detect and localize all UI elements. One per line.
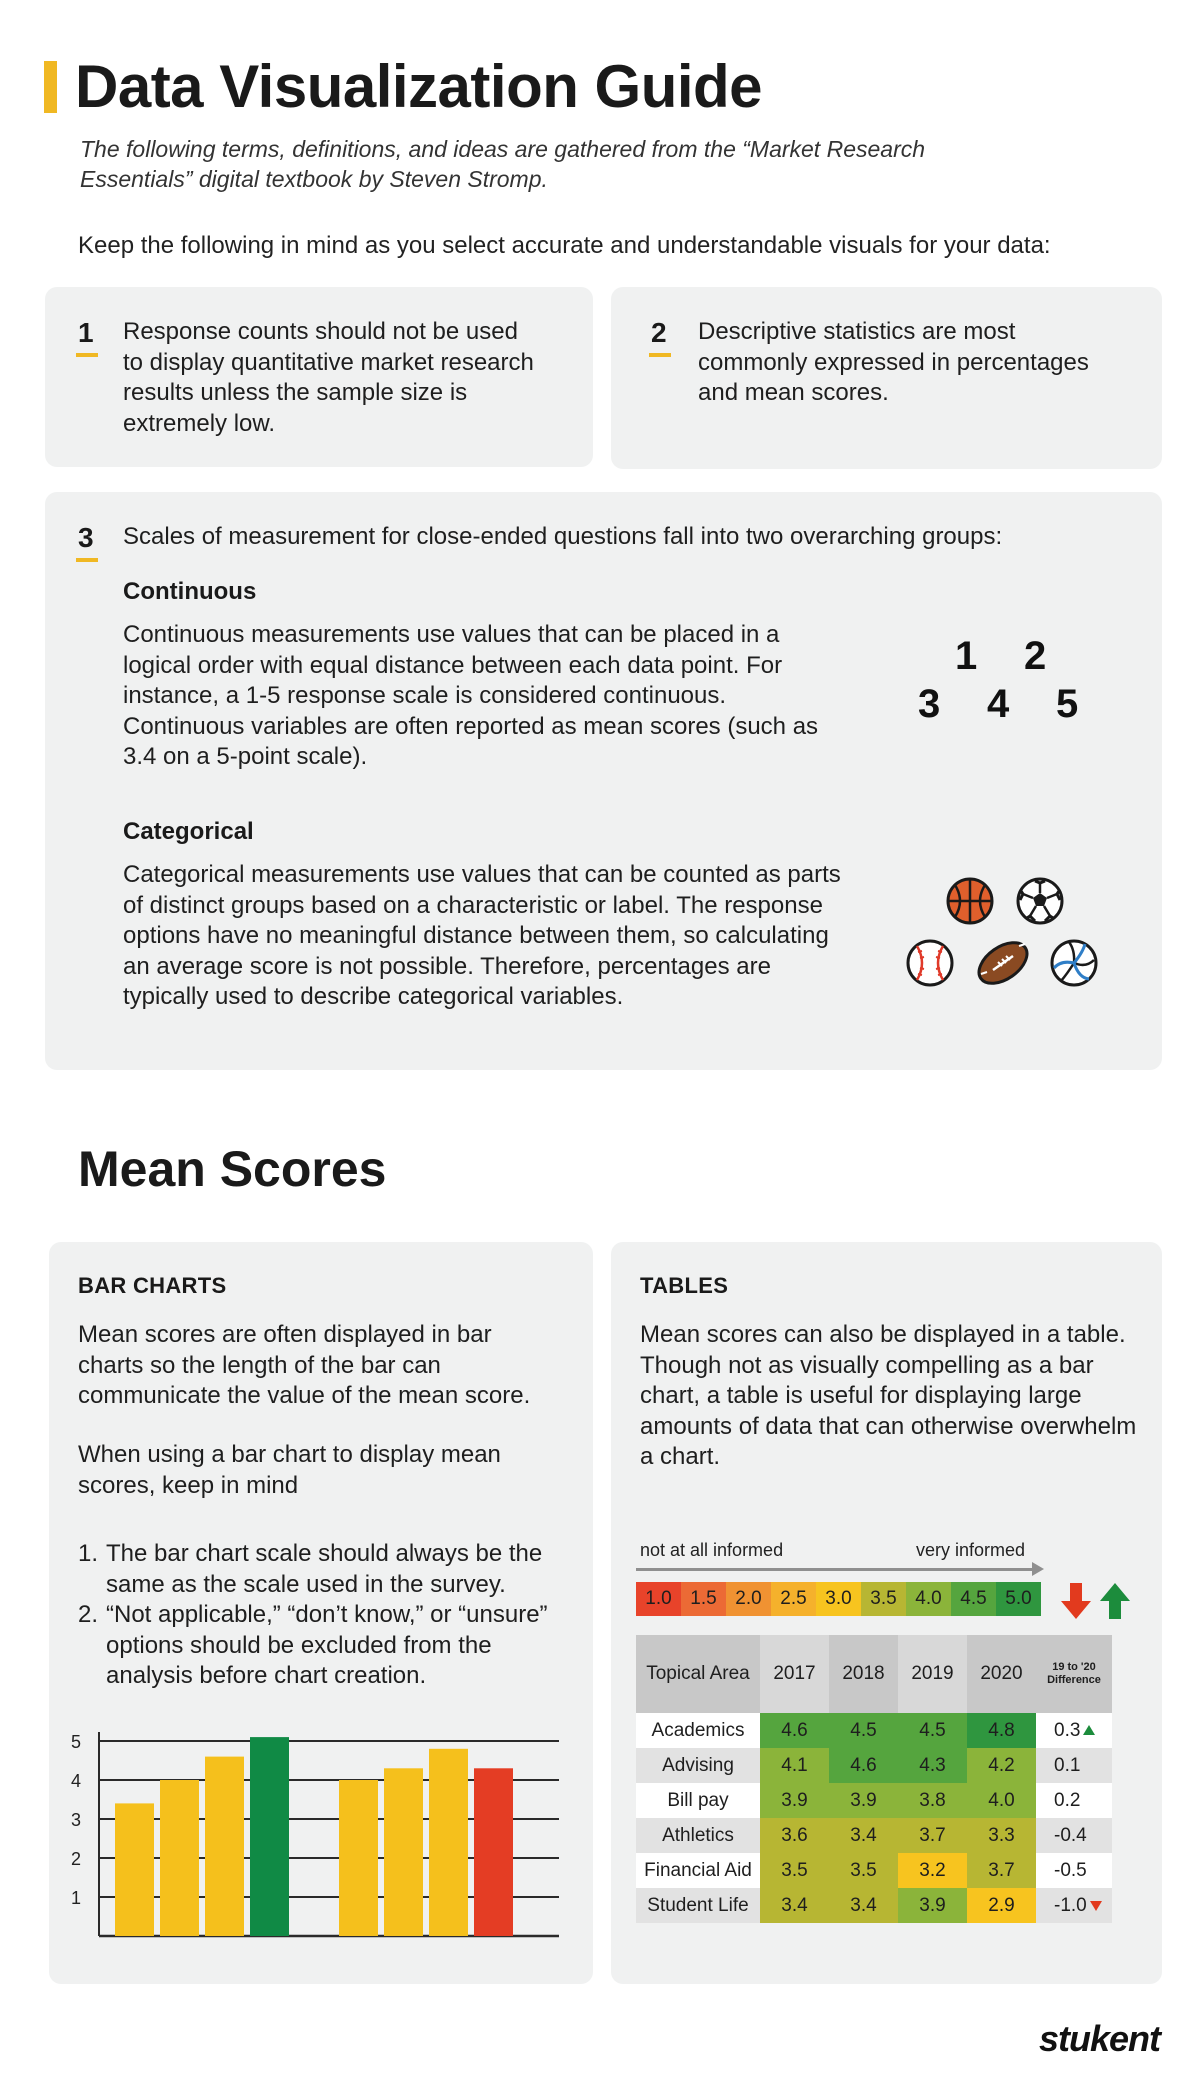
- tables-heading: TABLES: [640, 1273, 729, 1298]
- difference-cell: [1036, 1748, 1112, 1783]
- football-icon: [973, 936, 1033, 990]
- scale-swatch: 3.0: [816, 1582, 861, 1616]
- bar: [250, 1737, 289, 1936]
- color-scale-legend: [636, 1582, 1041, 1616]
- score-cell: 2.9: [967, 1888, 1036, 1923]
- topical-area-cell: Athletics: [636, 1818, 760, 1853]
- tables-para: Mean scores can also be displayed in a table. Though not as visually compelling as a bar chart, a table is useful for displaying large amounts of data that can otherwise overwhelm a chart.: [640, 1321, 1137, 1470]
- bar: [115, 1803, 154, 1936]
- tip-number: 1: [78, 317, 94, 348]
- bar-charts-panel: [49, 1242, 593, 1984]
- score-cell: 4.2: [967, 1748, 1036, 1783]
- difference-cell: [1036, 1853, 1112, 1888]
- y-tick-label: 4: [71, 1771, 82, 1791]
- tip-card-1: [45, 287, 593, 467]
- score-cell: 4.1: [760, 1748, 829, 1783]
- y-tick-label: 5: [71, 1732, 82, 1752]
- bar-charts-para-1: Mean scores are often displayed in bar charts so the length of the bar can communicate the value of the mean score.: [78, 1321, 531, 1409]
- score-cell: 4.5: [829, 1713, 898, 1748]
- score-cell: 3.7: [967, 1853, 1036, 1888]
- score-cell: 3.4: [760, 1888, 829, 1923]
- scale-number-3: 3: [918, 682, 941, 726]
- bar-charts-para-2: When using a bar chart to display mean scores, keep in mind: [78, 1441, 501, 1499]
- table-header-row: [636, 1635, 1112, 1713]
- difference-value: -0.4: [1054, 1824, 1087, 1846]
- topical-area-cell: Academics: [636, 1713, 760, 1748]
- scale-swatch: 3.5: [861, 1582, 906, 1616]
- bar: [160, 1780, 199, 1936]
- scale-swatch: 4.5: [951, 1582, 996, 1616]
- difference-cell: [1036, 1888, 1112, 1923]
- difference-value: 0.2: [1054, 1789, 1081, 1811]
- table-row: [636, 1713, 1112, 1748]
- scale-number-5: 5: [1056, 682, 1079, 726]
- score-cell: 4.8: [967, 1713, 1036, 1748]
- scale-arrow: [636, 1568, 1040, 1571]
- scale-swatch: 1.0: [636, 1582, 681, 1616]
- tip-card-2: [611, 287, 1162, 469]
- bar-charts-list: [78, 1539, 578, 1692]
- tip-text: Response counts should not be used to display quantitative market research results unless the sample size is extremely low.: [123, 318, 534, 437]
- bar: [429, 1749, 468, 1936]
- difference-cell: [1036, 1713, 1112, 1748]
- intro-text: Keep the following in mind as you select accurate and understandable visuals for your data:: [78, 232, 1051, 259]
- column-header: 2019: [898, 1635, 967, 1713]
- difference-cell: [1036, 1783, 1112, 1818]
- title-block: [44, 52, 762, 121]
- basketball-icon: [945, 876, 995, 926]
- categorical-heading: Categorical: [123, 818, 254, 845]
- bar: [205, 1757, 244, 1936]
- score-cell: 4.5: [898, 1713, 967, 1748]
- bar: [339, 1780, 378, 1936]
- scale-swatch: 4.0: [906, 1582, 951, 1616]
- trend-up-icon: [1083, 1725, 1095, 1735]
- trend-down-icon: [1090, 1901, 1102, 1911]
- bar: [384, 1768, 423, 1936]
- column-header: 2017: [760, 1635, 829, 1713]
- tip-text: Descriptive statistics are most commonly expressed in percentages and mean scores.: [698, 318, 1089, 406]
- scale-swatch: 1.5: [681, 1582, 726, 1616]
- subtitle: The following terms, definitions, and ideas are gathered from the “Market Research Essentials” digital textbook by Steven Stromp.: [80, 136, 926, 192]
- score-cell: 3.9: [760, 1783, 829, 1818]
- difference-value: -0.5: [1054, 1859, 1087, 1881]
- table-row: [636, 1818, 1112, 1853]
- scale-low-label: not at all informed: [640, 1540, 784, 1560]
- bar-charts-heading: BAR CHARTS: [78, 1273, 227, 1298]
- up-arrow-icon: [1098, 1581, 1132, 1621]
- score-cell: 4.6: [829, 1748, 898, 1783]
- list-item: [78, 1539, 578, 1600]
- list-text: The bar chart scale should always be the same as the scale used in the survey.: [106, 1540, 543, 1598]
- categorical-text: Categorical measurements use values that can be counted as parts of distinct groups based on a characteristic or label. The response options have no meaningful distance between them, so calculating an average score is not possible. Therefore, percentages are typically used to describe categorical variables.: [123, 861, 841, 1010]
- scale-swatch: 2.0: [726, 1582, 771, 1616]
- down-arrow-icon: [1059, 1581, 1093, 1621]
- column-header: 19 to '20 Difference: [1036, 1635, 1112, 1713]
- score-cell: 3.7: [898, 1818, 967, 1853]
- volleyball-icon: [1049, 938, 1099, 988]
- score-cell: 3.3: [967, 1818, 1036, 1853]
- score-cell: 3.5: [829, 1853, 898, 1888]
- list-item: [78, 1600, 578, 1692]
- table-row: [636, 1853, 1112, 1888]
- score-cell: 3.6: [760, 1818, 829, 1853]
- y-tick-label: 2: [71, 1849, 82, 1869]
- column-header: 2020: [967, 1635, 1036, 1713]
- table-row: [636, 1888, 1112, 1923]
- score-cell: 3.4: [829, 1888, 898, 1923]
- list-number: 1.: [78, 1540, 99, 1567]
- scale-number-4: 4: [987, 682, 1010, 726]
- column-header: Topical Area: [636, 1635, 760, 1713]
- difference-value: -1.0: [1054, 1894, 1087, 1916]
- score-cell: 3.9: [898, 1888, 967, 1923]
- title-accent-bar: [44, 61, 57, 113]
- soccer-ball-icon: [1015, 876, 1065, 926]
- continuous-heading: Continuous: [123, 578, 257, 605]
- topical-area-cell: Bill pay: [636, 1783, 760, 1818]
- topical-area-cell: Financial Aid: [636, 1853, 760, 1888]
- y-tick-label: 3: [71, 1810, 82, 1830]
- topical-area-cell: Advising: [636, 1748, 760, 1783]
- difference-value: 0.3: [1054, 1719, 1081, 1741]
- y-tick-label: 1: [71, 1888, 82, 1908]
- tip-card-3: [45, 492, 1162, 1070]
- column-header: 2018: [829, 1635, 898, 1713]
- list-number: 2.: [78, 1601, 99, 1628]
- score-cell: 4.3: [898, 1748, 967, 1783]
- score-cell: 4.6: [760, 1713, 829, 1748]
- mean-score-table: [636, 1635, 1112, 1923]
- scale-number-2: 2: [1024, 634, 1047, 678]
- table-row: [636, 1748, 1112, 1783]
- stukent-logo: stukent: [1038, 2018, 1160, 2059]
- score-cell: 3.5: [760, 1853, 829, 1888]
- continuous-text: Continuous measurements use values that can be placed in a logical order with equal distance between each data point. For instance, a 1-5 response scale is considered continuous. Continuous variables are often reported as mean scores (such as 3.4 on a 5-point scale).: [123, 621, 819, 770]
- bar: [474, 1768, 513, 1936]
- score-cell: 4.0: [967, 1783, 1036, 1818]
- page-title: Data Visualization Guide: [75, 53, 763, 120]
- baseball-icon: [905, 938, 955, 988]
- score-cell: 3.8: [898, 1783, 967, 1818]
- tip-number: 3: [78, 522, 94, 553]
- list-text: “Not applicable,” “don’t know,” or “unsure” options should be excluded from the analysis before chart creation.: [106, 1601, 548, 1689]
- difference-value: 0.1: [1054, 1754, 1081, 1776]
- mean-score-bar-chart: [49, 1722, 593, 1952]
- tip-number: 2: [651, 317, 667, 348]
- difference-cell: [1036, 1818, 1112, 1853]
- scale-high-label: very informed: [916, 1540, 1026, 1560]
- scale-swatch: 5.0: [996, 1582, 1041, 1616]
- score-cell: 3.9: [829, 1783, 898, 1818]
- tip-text: Scales of measurement for close-ended questions fall into two overarching groups:: [123, 523, 1003, 550]
- scale-number-1: 1: [955, 634, 978, 678]
- score-cell: 3.2: [898, 1853, 967, 1888]
- topical-area-cell: Student Life: [636, 1888, 760, 1923]
- section-title-mean-scores: Mean Scores: [78, 1141, 387, 1197]
- table-row: [636, 1783, 1112, 1818]
- scale-swatch: 2.5: [771, 1582, 816, 1616]
- score-cell: 3.4: [829, 1818, 898, 1853]
